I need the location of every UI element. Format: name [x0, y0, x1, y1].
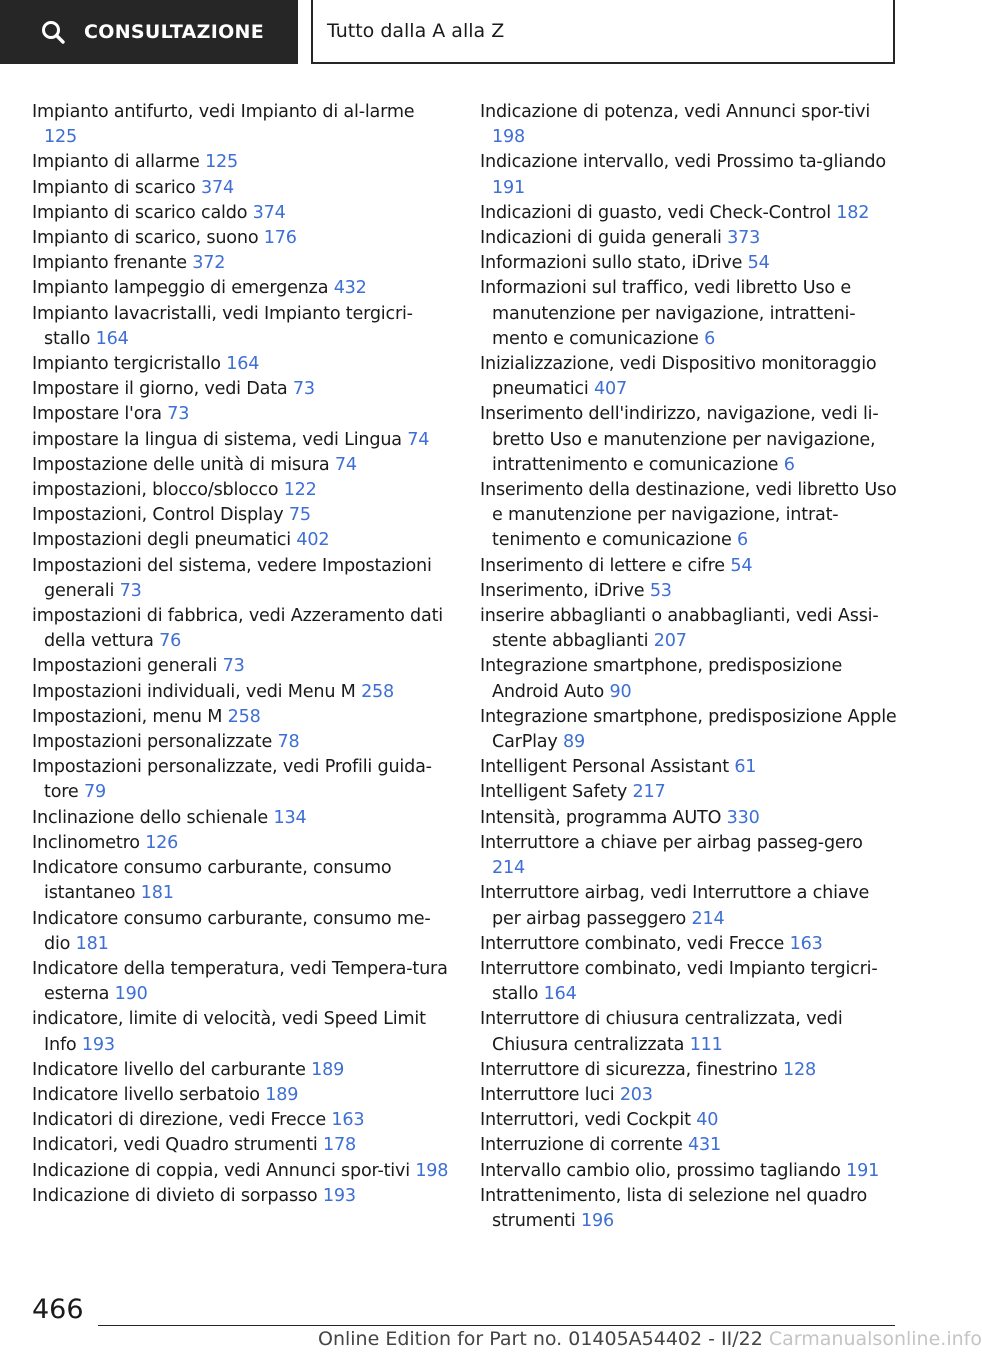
index-entry-text: Indicazioni di guasto, vedi Check-Control: [480, 202, 831, 223]
index-entry-text: Impostazioni del sistema, vedere Impostazioni generali: [32, 555, 432, 601]
index-entry: [32, 730, 450, 755]
index-entry: [480, 1108, 900, 1133]
index-entry: [480, 554, 900, 579]
index-entry: [480, 755, 900, 780]
page-reference-link[interactable]: 89: [563, 732, 585, 753]
footer-edition: [318, 1328, 982, 1350]
page-reference-link[interactable]: 53: [649, 580, 672, 601]
index-entry: [480, 881, 900, 931]
page-reference-link[interactable]: 189: [311, 1059, 345, 1080]
index-entry-text: Indicazione intervallo, vedi Prossimo ta-gliando: [480, 152, 886, 173]
index-entry: [32, 478, 450, 503]
index-entry: [480, 579, 900, 604]
index-entry: [480, 226, 900, 251]
index-entry-text: indicatore, limite di velocità, vedi Speed Limit Info: [32, 1009, 426, 1055]
index-entry: [480, 150, 900, 200]
index-entry-text: Impostazioni individuali, vedi Menu M: [32, 681, 356, 702]
index-entry: [32, 428, 450, 453]
index-entry-text: Intensità, programma AUTO: [480, 807, 722, 828]
index-entry: [480, 1007, 900, 1057]
index-entry: [480, 352, 900, 402]
page-reference-link[interactable]: 74: [334, 454, 357, 475]
index-entry-text: Impianto lavacristalli, vedi Impianto tergicri-stallo: [32, 303, 413, 349]
page-reference-link[interactable]: 125: [205, 152, 239, 173]
index-entry-text: Inserimento di lettere e cifre: [480, 555, 725, 576]
page-reference-link[interactable]: 54: [730, 555, 753, 576]
index-entry-text: Indicazione di potenza, vedi Annunci spor-tivi: [480, 102, 871, 122]
page-reference-link[interactable]: 164: [543, 984, 577, 1005]
index-entry-text: Impianto di scarico, suono: [32, 228, 259, 249]
page-reference-link[interactable]: 163: [789, 933, 823, 954]
index-entry-text: Intelligent Safety: [480, 782, 628, 803]
index-entry-text: Indicatore consumo carburante, consumo istantaneo: [32, 858, 392, 904]
page-reference-link[interactable]: 164: [95, 328, 129, 349]
index-entry: [32, 226, 450, 251]
index-entry: [32, 528, 450, 553]
index-entry-text: inserire abbaglianti o anabbaglianti, vedi Assi-stente abbaglianti: [480, 606, 879, 652]
index-entry-text: Impostazioni personalizzate, vedi Profili guida-tore: [32, 757, 432, 803]
page-reference-link[interactable]: 6: [704, 328, 716, 349]
index-entry: [480, 1133, 900, 1158]
section-label: CONSULTAZIONE: [84, 21, 265, 43]
page-reference-link[interactable]: 163: [331, 1110, 365, 1131]
index-entry-text: Indicatore della temperatura, vedi Tempera-tura esterna: [32, 958, 448, 1005]
index-entry-text: Impostazioni generali: [32, 656, 218, 677]
page-reference-link[interactable]: 54: [747, 253, 770, 274]
page-reference-link[interactable]: 374: [201, 177, 234, 198]
page-reference-link[interactable]: 196: [580, 1210, 614, 1231]
index-entry-text: Indicatori di direzione, vedi Frecce: [32, 1110, 327, 1131]
page-reference-link[interactable]: 258: [227, 706, 261, 727]
page-reference-link[interactable]: 203: [619, 1084, 653, 1105]
search-icon: [40, 19, 66, 45]
page-reference-link[interactable]: 193: [81, 1034, 115, 1055]
chapter-title: [311, 0, 895, 64]
index-entry: [32, 302, 450, 352]
page-reference-link[interactable]: 90: [609, 681, 632, 702]
page-reference-link[interactable]: 122: [283, 480, 317, 501]
page-reference-link[interactable]: 214: [492, 858, 525, 879]
index-entry-text: Impianto frenante: [32, 253, 187, 274]
page-reference-link[interactable]: 78: [277, 732, 300, 753]
index-entry: [32, 604, 450, 654]
index-entry-text: Inclinazione dello schienale: [32, 807, 269, 828]
index-entry-text: impostare la lingua di sistema, vedi Lingua: [32, 429, 402, 450]
page-number: 466: [32, 1294, 84, 1325]
footer-divider: [98, 1325, 895, 1326]
index-entry: [480, 705, 900, 755]
index-entry-text: Interruttore a chiave per airbag passeg-gero: [480, 832, 863, 853]
index-entry: [32, 554, 450, 604]
index-entry-text: Impianto di scarico caldo: [32, 202, 248, 223]
index-entry-text: Interruttore di sicurezza, finestrino: [480, 1059, 778, 1080]
index-entry: [480, 604, 900, 654]
page-reference-link[interactable]: 73: [222, 656, 245, 677]
page-reference-link[interactable]: 111: [689, 1034, 723, 1055]
index-entry-text: Indicazione di divieto di sorpasso: [32, 1185, 318, 1206]
index-entry-text: Integrazione smartphone, predisposizione Android Auto: [480, 656, 843, 702]
index-entry: [480, 806, 900, 831]
index-entry-text: Inserimento dell'indirizzo, navigazione, vedi li-bretto Uso e manutenzione per navigazione, intrattenimento e comunicazione: [480, 404, 879, 475]
index-entry-text: Interruttore combinato, vedi Frecce: [480, 933, 785, 954]
index-column-right: [480, 100, 900, 1234]
index-entry-text: Indicatore livello del carburante: [32, 1059, 306, 1080]
index-entry: [32, 352, 450, 377]
page-reference-link[interactable]: 73: [167, 404, 190, 425]
index-entry-text: Impostazione delle unità di misura: [32, 454, 330, 475]
page-reference-link[interactable]: 207: [653, 631, 687, 652]
index-entry-text: Impostazioni, Control Display: [32, 505, 284, 526]
index-entry: [32, 957, 450, 1007]
index-entry: [32, 201, 450, 226]
page-reference-link[interactable]: 6: [737, 530, 749, 551]
index-entry: [480, 478, 900, 554]
index-entry: [480, 1184, 900, 1234]
index-entry: [32, 1184, 450, 1209]
index-entry-text: Inclinometro: [32, 832, 140, 853]
index-entry: [32, 705, 450, 730]
index-entry: [32, 276, 450, 301]
index-entry-text: Indicazioni di guida generali: [480, 228, 722, 249]
index-entry-text: Interruzione di corrente: [480, 1135, 683, 1156]
page-reference-link[interactable]: 402: [296, 530, 330, 551]
index-entry-text: Interruttore luci: [480, 1084, 615, 1105]
index-entry-text: Impostazioni, menu M: [32, 706, 223, 727]
index-entry: [480, 957, 900, 1007]
page-reference-link[interactable]: 431: [688, 1135, 721, 1156]
index-entry-text: Integrazione smartphone, predisposizione Apple CarPlay: [480, 706, 897, 753]
index-entry: [480, 932, 900, 957]
index-entry: [32, 831, 450, 856]
index-entry-text: Inizializzazione, vedi Dispositivo monitoraggio pneumatici: [480, 354, 877, 400]
index-entry: [480, 402, 900, 478]
page-reference-link[interactable]: 61: [734, 757, 757, 778]
page-reference-link[interactable]: 374: [252, 202, 286, 223]
index-entry: [32, 680, 450, 705]
index-entry-text: Interruttore airbag, vedi Interruttore a chiave per airbag passeggero: [480, 883, 870, 929]
index-entry: [32, 856, 450, 906]
index-entry: [32, 1058, 450, 1083]
index-entry-text: Impostare il giorno, vedi Data: [32, 379, 288, 400]
index-entry: [480, 831, 900, 881]
index-entry: [480, 100, 900, 150]
index-entry: [480, 654, 900, 704]
index-entry: [480, 251, 900, 276]
index-entry-text: Intrattenimento, lista di selezione nel quadro strumenti: [480, 1185, 868, 1231]
page-reference-link[interactable]: 125: [44, 127, 77, 148]
index-entry-text: Indicatore livello serbatoio: [32, 1084, 260, 1105]
watermark: Carmanualsonline.info: [768, 1328, 982, 1350]
index-entry-text: Impianto antifurto, vedi Impianto di al-larme: [32, 102, 415, 122]
index-entry-text: Impianto di allarme: [32, 152, 200, 173]
index-entry-text: Inserimento della destinazione, vedi libretto Uso e manutenzione per navigazione, intrat-tenimento e comunicazione: [480, 480, 897, 551]
index-entry-text: impostazioni di fabbrica, vedi Azzeramento dati della vettura: [32, 606, 443, 652]
page-reference-link[interactable]: 126: [145, 832, 179, 853]
index-column-left: [32, 100, 450, 1209]
page-reference-link[interactable]: 217: [632, 782, 666, 803]
page-reference-link[interactable]: 134: [273, 807, 307, 828]
index-entry: [32, 176, 450, 201]
page-reference-link[interactable]: 164: [226, 354, 260, 375]
page-reference-link[interactable]: 128: [783, 1059, 816, 1080]
index-entry-text: Informazioni sul traffico, vedi libretto Uso e manutenzione per navigazione, intratteni-mento e comunicazione: [480, 278, 856, 349]
index-entry-text: Impianto di scarico: [32, 177, 196, 198]
chapter-title-text: Tutto dalla A alla Z: [327, 20, 505, 42]
index-entry: [480, 780, 900, 805]
page-reference-link[interactable]: 191: [492, 177, 525, 198]
page-reference-link[interactable]: 178: [323, 1135, 356, 1156]
index-entry: [480, 1058, 900, 1083]
index-entry-text: Impianto lampeggio di emergenza: [32, 278, 329, 299]
index-entry: [480, 1159, 900, 1184]
edition-text: Online Edition for Part no. 01405A54402 - II/22: [318, 1328, 763, 1350]
index-entry: [32, 1133, 450, 1158]
index-entry: [480, 276, 900, 352]
page-reference-link[interactable]: 73: [119, 580, 142, 601]
page-reference-link[interactable]: 198: [492, 127, 525, 148]
index-entry-text: Indicatori, vedi Quadro strumenti: [32, 1135, 318, 1156]
index-entry-text: Interruttore combinato, vedi Impianto tergicri-stallo: [480, 958, 878, 1005]
section-tab[interactable]: [0, 0, 298, 64]
index-entry: [32, 251, 450, 276]
page-reference-link[interactable]: 74: [407, 429, 430, 450]
index-entry-text: Impianto tergicristallo: [32, 354, 221, 375]
page-reference-link[interactable]: 79: [83, 782, 106, 803]
page-reference-link[interactable]: 181: [140, 883, 174, 904]
index-entry: [32, 654, 450, 679]
page-reference-link[interactable]: 330: [726, 807, 760, 828]
page-reference-link[interactable]: 75: [288, 505, 311, 526]
index-entry-text: Intelligent Personal Assistant: [480, 757, 729, 778]
page-reference-link[interactable]: 258: [361, 681, 395, 702]
index-entry: [32, 755, 450, 805]
page-reference-link[interactable]: 73: [292, 379, 315, 400]
index-entry-text: Informazioni sullo stato, iDrive: [480, 253, 743, 274]
page-reference-link[interactable]: 181: [75, 933, 109, 954]
page-reference-link[interactable]: 191: [846, 1160, 880, 1181]
index-entry: [32, 377, 450, 402]
page-reference-link[interactable]: 198: [415, 1160, 449, 1181]
page-reference-link[interactable]: 193: [322, 1185, 356, 1206]
page-reference-link[interactable]: 76: [159, 631, 182, 652]
index-entry: [480, 1083, 900, 1108]
page-reference-link[interactable]: 182: [836, 202, 870, 223]
index-entry: [32, 1108, 450, 1133]
index-entry-text: Interruttori, vedi Cockpit: [480, 1110, 691, 1131]
index-entry: [32, 150, 450, 175]
index-entry-text: Intervallo cambio olio, prossimo tagliando: [480, 1160, 841, 1181]
index-entry-text: impostazioni, blocco/sblocco: [32, 480, 279, 501]
page-reference-link[interactable]: 432: [333, 278, 367, 299]
index-entry: [32, 503, 450, 528]
page-reference-link[interactable]: 6: [783, 454, 795, 475]
page-reference-link[interactable]: 373: [727, 228, 761, 249]
index-entry: [32, 453, 450, 478]
index-entry: [32, 100, 450, 150]
index-entry: [32, 907, 450, 957]
index-entry-text: Impostazioni personalizzate: [32, 732, 273, 753]
page-reference-link[interactable]: 176: [263, 228, 297, 249]
page-reference-link[interactable]: 407: [593, 379, 627, 400]
page-reference-link[interactable]: 40: [696, 1110, 719, 1131]
index-entry-text: Interruttore di chiusura centralizzata, vedi Chiusura centralizzata: [480, 1009, 843, 1055]
index-entry-text: Indicazione di coppia, vedi Annunci spor-tivi: [32, 1160, 410, 1181]
index-entry: [32, 806, 450, 831]
index-entry: [32, 402, 450, 427]
page-reference-link[interactable]: 189: [265, 1084, 299, 1105]
index-entry: [32, 1007, 450, 1057]
index-entry-text: Inserimento, iDrive: [480, 580, 645, 601]
index-entry: [32, 1159, 450, 1184]
page-reference-link[interactable]: 372: [192, 253, 226, 274]
index-entry-text: Impostare l'ora: [32, 404, 162, 425]
index-entry: [480, 201, 900, 226]
index-entry: [32, 1083, 450, 1108]
page-reference-link[interactable]: 190: [114, 984, 148, 1005]
index-entry-text: Indicatore consumo carburante, consumo me-dio: [32, 908, 431, 954]
page-reference-link[interactable]: 214: [691, 908, 725, 929]
index-entry-text: Impostazioni degli pneumatici: [32, 530, 291, 551]
